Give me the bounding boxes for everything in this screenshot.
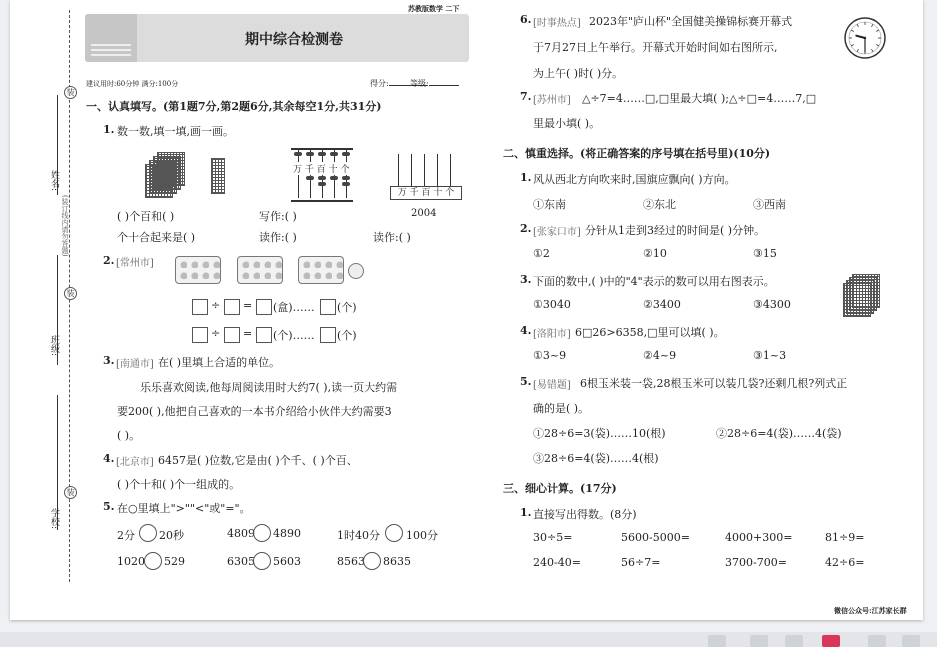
option-a[interactable]: ①28÷6=3(袋)……10(根) bbox=[533, 427, 666, 440]
calc-item[interactable]: 4000+300= bbox=[725, 531, 793, 544]
q3-line: 要200( ),他把自己喜欢的一本书介绍给小伙伴大约需要3 bbox=[117, 405, 392, 418]
answer-box[interactable] bbox=[320, 327, 336, 343]
q4-line: 6457是( )位数,它是由( )个千、( )个百、 bbox=[158, 454, 358, 467]
two-page-button[interactable] bbox=[785, 635, 803, 647]
option-b[interactable]: ②10 bbox=[643, 247, 667, 260]
q6-line: 于7月27日上午举行。开幕式开始时间如右图所示, bbox=[533, 41, 778, 54]
hundred-block bbox=[843, 283, 871, 317]
q3-text: 在( )里填上合适的单位。 bbox=[158, 356, 281, 369]
binding-bubble: 装 bbox=[64, 287, 77, 300]
q1-blank[interactable]: ( )个百和( ) bbox=[117, 210, 175, 223]
compare-right: 529 bbox=[164, 555, 185, 568]
fullscreen-button[interactable] bbox=[902, 635, 920, 647]
option-b[interactable]: ②28÷6=4(袋)……4(袋) bbox=[716, 427, 842, 440]
option-b[interactable]: ②东北 bbox=[643, 198, 676, 211]
q6-tag: [时事热点] bbox=[533, 18, 581, 29]
option-c[interactable]: ③15 bbox=[753, 247, 777, 260]
banner-decoration bbox=[85, 14, 137, 62]
option-c[interactable]: ③4300 bbox=[753, 298, 791, 311]
q4-line: ( )个十和( )个一组成的。 bbox=[117, 478, 241, 491]
q5-text: 在○里填上">""<"或"="。 bbox=[117, 502, 251, 515]
unit-text: (个) bbox=[337, 329, 357, 342]
q6-line: 为上午( )时( )分。 bbox=[533, 67, 624, 80]
s2-q3-label: 3. bbox=[520, 273, 532, 286]
s2-q1-text: 风从西北方向吹来时,国旗应飘向( )方向。 bbox=[533, 173, 736, 186]
compare-left: 2分 bbox=[117, 529, 135, 542]
calc-item[interactable]: 5600-5000= bbox=[621, 531, 690, 544]
compare-circle[interactable] bbox=[363, 552, 381, 570]
single-page-button[interactable] bbox=[750, 635, 768, 647]
s3-q1-text: 直接写出得数。(8分) bbox=[533, 508, 637, 521]
q1-write-blank[interactable]: 写作:( ) bbox=[259, 210, 297, 223]
compare-right: 4890 bbox=[273, 527, 301, 540]
s2-q5-tag: [易错题] bbox=[533, 380, 571, 391]
view-mode-button[interactable] bbox=[708, 635, 726, 647]
series-tag: 苏教版数学 二下 bbox=[408, 4, 460, 13]
option-c[interactable]: ③1~3 bbox=[753, 349, 787, 362]
answer-box[interactable] bbox=[192, 299, 208, 315]
binding-note: (装订线内请勿答题) bbox=[61, 195, 69, 257]
title-banner bbox=[85, 14, 469, 62]
q5-label: 5. bbox=[103, 500, 115, 513]
section2-heading: 二、慎重选择。(将正确答案的序号填在括号里)(10分) bbox=[503, 147, 771, 160]
compare-left: 8563 bbox=[337, 555, 365, 568]
compare-right: 5603 bbox=[273, 555, 301, 568]
answer-box[interactable] bbox=[320, 299, 336, 315]
s2-q5-label: 5. bbox=[520, 375, 532, 388]
divide-sign: ÷ bbox=[211, 299, 221, 312]
option-a[interactable]: ①3040 bbox=[533, 298, 571, 311]
compare-right: 100分 bbox=[406, 529, 438, 542]
s2-q2-text: 分针从1走到3经过的时间是( )分钟。 bbox=[585, 224, 766, 237]
q4-label: 4. bbox=[103, 452, 115, 465]
answer-box[interactable] bbox=[256, 299, 272, 315]
ten-stick bbox=[211, 158, 225, 194]
egg-box bbox=[237, 256, 283, 284]
compare-left: 4809 bbox=[227, 527, 255, 540]
unit-text: (个)…… bbox=[273, 329, 315, 342]
score-field[interactable]: 得分: bbox=[370, 78, 427, 89]
equals-sign: = bbox=[243, 327, 253, 340]
place-value-chart: 万 千 百 十 个 bbox=[390, 186, 462, 200]
egg-box bbox=[298, 256, 344, 284]
s2-q3-text: 下面的数中,( )中的"4"表示的数可以用右图表示。 bbox=[533, 275, 775, 288]
q1-read-blank[interactable]: 读作:( ) bbox=[259, 231, 297, 244]
s2-q4-text: 6□26>6358,□里可以填( )。 bbox=[575, 326, 725, 339]
s2-q2-tag: [张家口市] bbox=[533, 227, 581, 238]
calc-item[interactable]: 42÷6= bbox=[825, 556, 865, 569]
binding-bubble: 装 bbox=[64, 486, 77, 499]
q1-text: 数一数,填一填,画一画。 bbox=[117, 125, 234, 138]
number-2004: 2004 bbox=[411, 208, 437, 219]
q3-line: ( )。 bbox=[117, 429, 141, 442]
single-egg bbox=[348, 263, 364, 279]
answer-box[interactable] bbox=[192, 327, 208, 343]
fit-button[interactable] bbox=[868, 635, 886, 647]
compare-right: 8635 bbox=[383, 555, 411, 568]
q1-read-blank[interactable]: 读作:( ) bbox=[373, 231, 411, 244]
s3-q1-label: 1. bbox=[520, 506, 532, 519]
q3-line: 乐乐喜欢阅读,他每周阅读用时大约7( ),读一页大约需 bbox=[140, 381, 398, 394]
binding-bubble: 装 bbox=[64, 86, 77, 99]
unit-text: (个) bbox=[337, 301, 357, 314]
q1-label: 1. bbox=[103, 123, 115, 136]
compare-right: 20秒 bbox=[159, 529, 184, 542]
s2-q5-line: 确的是( )。 bbox=[533, 402, 590, 415]
grade-field[interactable]: 等级: bbox=[410, 78, 459, 89]
compare-left: 1020 bbox=[117, 555, 145, 568]
option-b[interactable]: ②3400 bbox=[643, 298, 681, 311]
section1-heading: 一、认真填写。(第1题7分,第2题6分,其余每空1分,共31分) bbox=[86, 100, 382, 113]
compare-left: 1时40分 bbox=[337, 529, 380, 542]
hundred-block bbox=[145, 164, 173, 198]
name-label: 姓名: bbox=[49, 170, 59, 192]
equals-sign: = bbox=[243, 299, 253, 312]
compare-circle[interactable] bbox=[253, 552, 271, 570]
page-title: 期中综合检测卷 bbox=[245, 32, 343, 48]
calc-item[interactable]: 81÷9= bbox=[825, 531, 865, 544]
q2-label: 2. bbox=[103, 254, 115, 267]
class-label: 班级: bbox=[49, 335, 59, 357]
q1-blank[interactable]: 个十合起来是( ) bbox=[117, 231, 196, 244]
compare-circle[interactable] bbox=[385, 524, 403, 542]
option-b[interactable]: ②4~9 bbox=[643, 349, 677, 362]
q3-tag: [南通市] bbox=[116, 359, 154, 370]
calc-item[interactable]: 56÷7= bbox=[621, 556, 661, 569]
q7-label: 7. bbox=[520, 90, 532, 103]
viewer-status-bar bbox=[0, 632, 937, 647]
compare-circle[interactable] bbox=[253, 524, 271, 542]
time-info: 建议用时:60分钟 满分:100分 bbox=[86, 80, 179, 88]
q6-label: 6. bbox=[520, 13, 532, 26]
calc-item[interactable]: 240-40= bbox=[533, 556, 581, 569]
q7-tag: [苏州市] bbox=[533, 95, 571, 106]
compare-circle[interactable] bbox=[144, 552, 162, 570]
s2-q2-label: 2. bbox=[520, 222, 532, 235]
clock-icon bbox=[843, 16, 887, 60]
abacus-labels: 万 千 百 十 个 bbox=[293, 162, 353, 175]
answer-box[interactable] bbox=[224, 327, 240, 343]
s2-q1-label: 1. bbox=[520, 171, 532, 184]
calc-item[interactable]: 30÷5= bbox=[533, 531, 573, 544]
compare-circle[interactable] bbox=[139, 524, 157, 542]
wechat-footer: 微信公众号:江苏家长群 bbox=[834, 606, 907, 615]
q4-tag: [北京市] bbox=[116, 457, 154, 468]
unit-text: (盒)…… bbox=[273, 301, 315, 314]
q7-line: △÷7=4……□,□里最大填( );△÷□=4……7,□ bbox=[582, 92, 817, 105]
option-a[interactable]: ①东南 bbox=[533, 198, 566, 211]
record-button[interactable] bbox=[822, 635, 840, 647]
q2-tag: [常州市] bbox=[116, 258, 154, 269]
section3-heading: 三、细心计算。(17分) bbox=[503, 482, 617, 495]
answer-box[interactable] bbox=[256, 327, 272, 343]
option-a[interactable]: ①3~9 bbox=[533, 349, 567, 362]
compare-left: 6305 bbox=[227, 555, 255, 568]
option-c[interactable]: ③28÷6=4(袋)……4(根) bbox=[533, 452, 659, 465]
s2-q5-line: 6根玉米装一袋,28根玉米可以装几袋?还剩几根?列式正 bbox=[580, 377, 848, 390]
q6-line: 2023年"庐山杯"全国健美操锦标赛开幕式 bbox=[589, 15, 793, 28]
egg-box bbox=[175, 256, 221, 284]
q3-label: 3. bbox=[103, 354, 115, 367]
divide-sign: ÷ bbox=[211, 327, 221, 340]
answer-box[interactable] bbox=[224, 299, 240, 315]
s2-q4-label: 4. bbox=[520, 324, 532, 337]
option-a[interactable]: ①2 bbox=[533, 247, 550, 260]
option-c[interactable]: ③西南 bbox=[753, 198, 786, 211]
calc-item[interactable]: 3700-700= bbox=[725, 556, 787, 569]
school-label: 学校: bbox=[49, 508, 59, 530]
s2-q4-tag: [洛阳市] bbox=[533, 329, 571, 340]
q7-line: 里最小填( )。 bbox=[533, 117, 601, 130]
